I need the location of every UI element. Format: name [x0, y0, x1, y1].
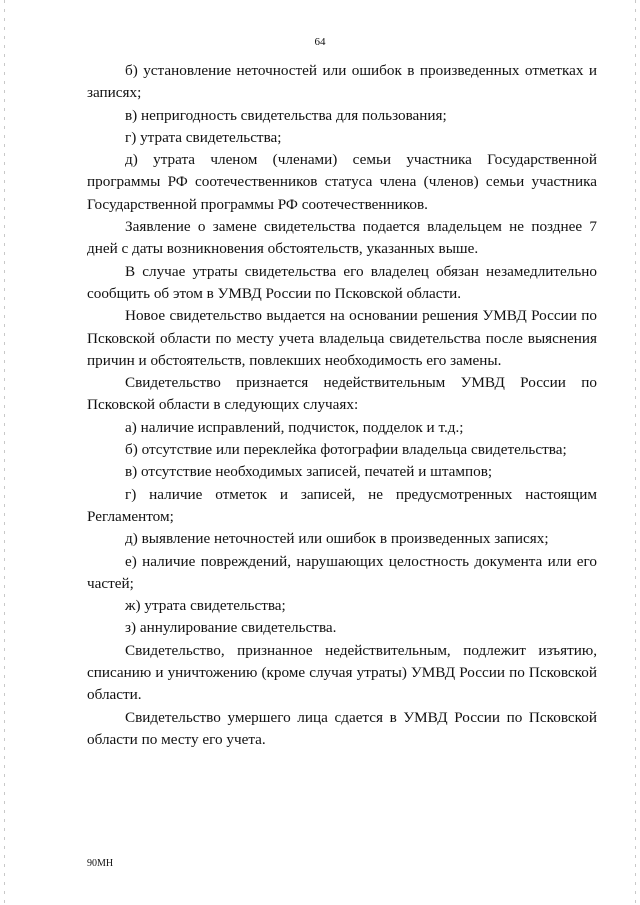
scan-edge-right — [635, 0, 636, 905]
scan-edge-left — [4, 0, 5, 905]
paragraph-18: Свидетельство умершего лица сдается в УМВД России по Псковской области по месту его учета. — [87, 708, 597, 748]
paragraph-6: В случае утраты свидетельства его владелец обязан незамедлительно сообщить об этом в УМВД России по Псковской области. — [87, 262, 597, 302]
document-body — [87, 60, 597, 751]
paragraph-15: ж) утрата свидетельства; — [125, 597, 286, 615]
paragraph-13: д) выявление неточностей или ошибок в произведенных записях; — [125, 530, 549, 548]
paragraph-1: б) установление неточностей или ошибок в произведенных отметках и записях; — [87, 62, 597, 102]
paragraph-14: е) наличие повреждений, нарушающих целостность документа или его частей; — [87, 552, 597, 592]
footer-code: 90МН — [87, 858, 114, 869]
page-number: 64 — [314, 36, 326, 48]
paragraph-9: а) наличие исправлений, подчисток, подделок и т.д.; — [125, 418, 464, 436]
paragraph-3: г) утрата свидетельства; — [125, 128, 282, 146]
paragraph-5: Заявление о замене свидетельства подается владельцем не позднее 7 дней с даты возникновения обстоятельств, указанных выше. — [87, 218, 597, 258]
paragraph-17: Свидетельство, признанное недействительным, подлежит изъятию, списанию и уничтожению (кроме случая утраты) УМВД России по Псковской области. — [87, 641, 597, 704]
paragraph-7: Новое свидетельство выдается на основании решения УМВД России по Псковской области по месту учета владельца свидетельства после выяснения причин и обстоятельств, повлекших необходимость его замены. — [87, 307, 597, 369]
paragraph-2: в) непригодность свидетельства для пользования; — [125, 106, 447, 124]
paragraph-4: д) утрата членом (членами) семьи участника Государственной программы РФ соотечественников статуса члена (членов) семьи участника Государственной программы РФ соотечественников. — [87, 151, 597, 213]
paragraph-12: г) наличие отметок и записей, не предусмотренных настоящим Регламентом; — [87, 485, 597, 525]
paragraph-8: Свидетельство признается недействительным УМВД России по Псковской области в следующих случаях: — [87, 374, 597, 414]
paragraph-16: з) аннулирование свидетельства. — [125, 619, 337, 637]
paragraph-10: б) отсутствие или переклейка фотографии владельца свидетельства; — [125, 441, 567, 459]
paragraph-11: в) отсутствие необходимых записей, печатей и штампов; — [125, 463, 493, 481]
